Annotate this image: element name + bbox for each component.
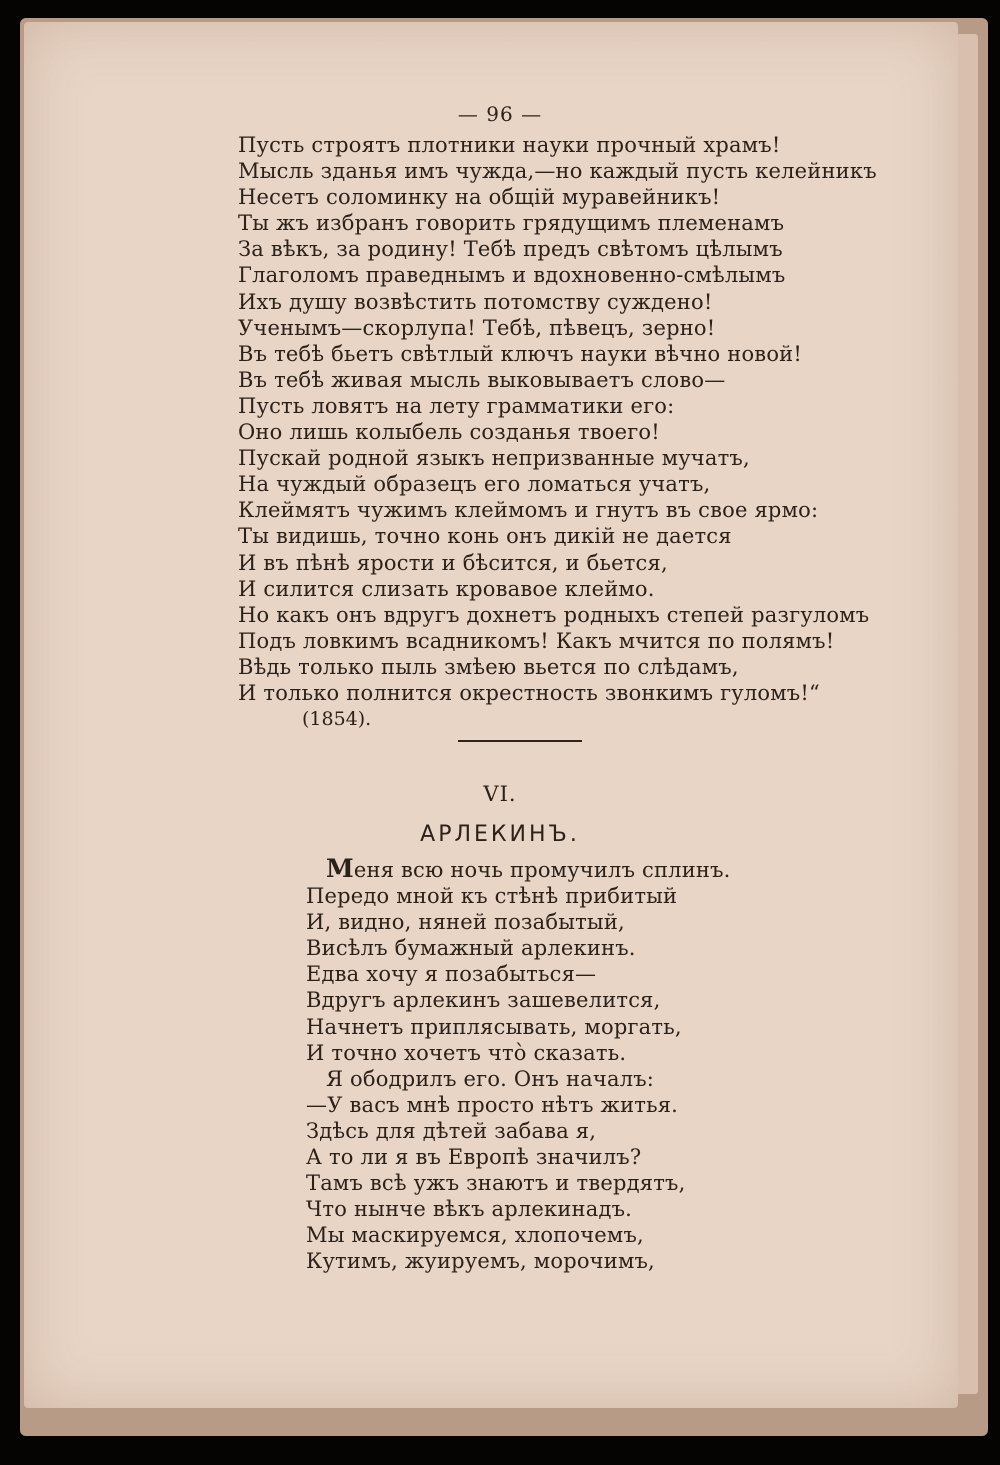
poem-first-line xyxy=(306,856,826,883)
verse-line: И силится слизать кровавое клеймо. xyxy=(238,576,655,601)
poem-line: Здѣсь для дѣтей забава я, xyxy=(306,1118,597,1143)
verse-line: Ты видишь, точно конь онъ дикій не дается xyxy=(238,524,732,549)
poem-line: Тамъ всѣ ужъ знаютъ и твердятъ, xyxy=(306,1171,686,1196)
poem-line: И, видно, няней позабытый, xyxy=(306,910,625,935)
verse-block xyxy=(238,132,878,706)
poem-first-line-text: еня всю ночь промучилъ сплинъ. xyxy=(353,858,731,882)
verse-line: Оно лишь колыбель созданья твоего! xyxy=(238,420,660,445)
verse-line: Въ тебѣ бьетъ свѣтлый ключъ науки вѣчно новой! xyxy=(238,341,803,366)
poem-line: Мы маскируемся, хлопочемъ, xyxy=(306,1223,644,1248)
poem-line: А то ли я въ Европѣ значилъ? xyxy=(306,1145,642,1170)
verse-line: Но какъ онъ вдругъ дохнетъ родныхъ степей разгуломъ xyxy=(238,602,870,627)
section-divider xyxy=(458,740,582,742)
poem-block xyxy=(306,856,826,1275)
verse-line: Подъ ловкимъ всадникомъ! Какъ мчится по полямъ! xyxy=(238,628,835,653)
verse-line: Вѣдь только пыль змѣею вьется по слѣдамъ, xyxy=(238,654,739,679)
verse-line: Ихъ душу возвѣстить потомству суждено! xyxy=(238,289,713,314)
verse-line: За вѣкъ, за родину! Тебѣ предъ свѣтомъ цѣлымъ xyxy=(238,237,783,262)
verse-line: И въ пѣнѣ ярости и бѣсится, и бьется, xyxy=(238,550,668,575)
poem-line: Едва хочу я позабыться— xyxy=(306,962,597,987)
verse-line: Пусть строятъ плотники науки прочный храмъ! xyxy=(238,133,781,157)
poem-line: Висѣлъ бумажный арлекинъ. xyxy=(306,936,636,961)
verse-line: Пусть ловятъ на лету грамматики его: xyxy=(238,393,675,418)
verse-line: Ты жъ избранъ говорить грядущимъ племенамъ xyxy=(238,211,785,236)
page-number: — 96 — xyxy=(457,102,543,126)
verse-line: Пускай родной языкъ непризванные мучатъ, xyxy=(238,446,750,471)
verse-line: Ученымъ—скорлупа! Тебѣ, пѣвецъ, зерно! xyxy=(238,315,716,340)
poem-line: Передо мной къ стѣнѣ прибитый xyxy=(306,884,678,909)
verse-line: Глаголомъ праведнымъ и вдохновенно-смѣлымъ xyxy=(238,263,786,288)
verse-year: (1854). xyxy=(302,708,372,730)
poem-line: И точно хочетъ что̀ сказать. xyxy=(306,1040,627,1065)
poem-line: Начнетъ приплясывать, моргать, xyxy=(306,1014,682,1039)
verse-line: На чуждый образецъ его ломаться учатъ, xyxy=(238,472,711,497)
poem-line: —У васъ мнѣ просто нѣтъ житья. xyxy=(306,1092,679,1117)
poem-line: Я ободрилъ его. Онъ началъ: xyxy=(326,1066,655,1091)
poem-line: Кутимъ, жуируемъ, морочимъ, xyxy=(306,1249,655,1274)
verse-line: Мысль зданья имъ чужда,—но каждый пусть келейникъ xyxy=(238,159,877,184)
verse-line: Клеймятъ чужимъ клеймомъ и гнутъ въ свое ярмо: xyxy=(238,498,819,523)
verse-line: И только полнится окрестность звонкимъ гуломъ!“ xyxy=(238,680,820,705)
poem-title: АРЛЕКИНЪ. xyxy=(420,822,580,847)
poem-line: Вдругъ арлекинъ зашевелится, xyxy=(306,988,661,1013)
poem-line: Что нынче вѣкъ арлекинадъ. xyxy=(306,1197,633,1222)
section-number: VI. xyxy=(483,782,517,806)
verse-line: Несетъ соломинку на общій муравейникъ! xyxy=(238,185,721,210)
drop-cap: М xyxy=(326,854,354,883)
verse-line: Въ тебѣ живая мысль выковываетъ слово— xyxy=(238,367,726,392)
